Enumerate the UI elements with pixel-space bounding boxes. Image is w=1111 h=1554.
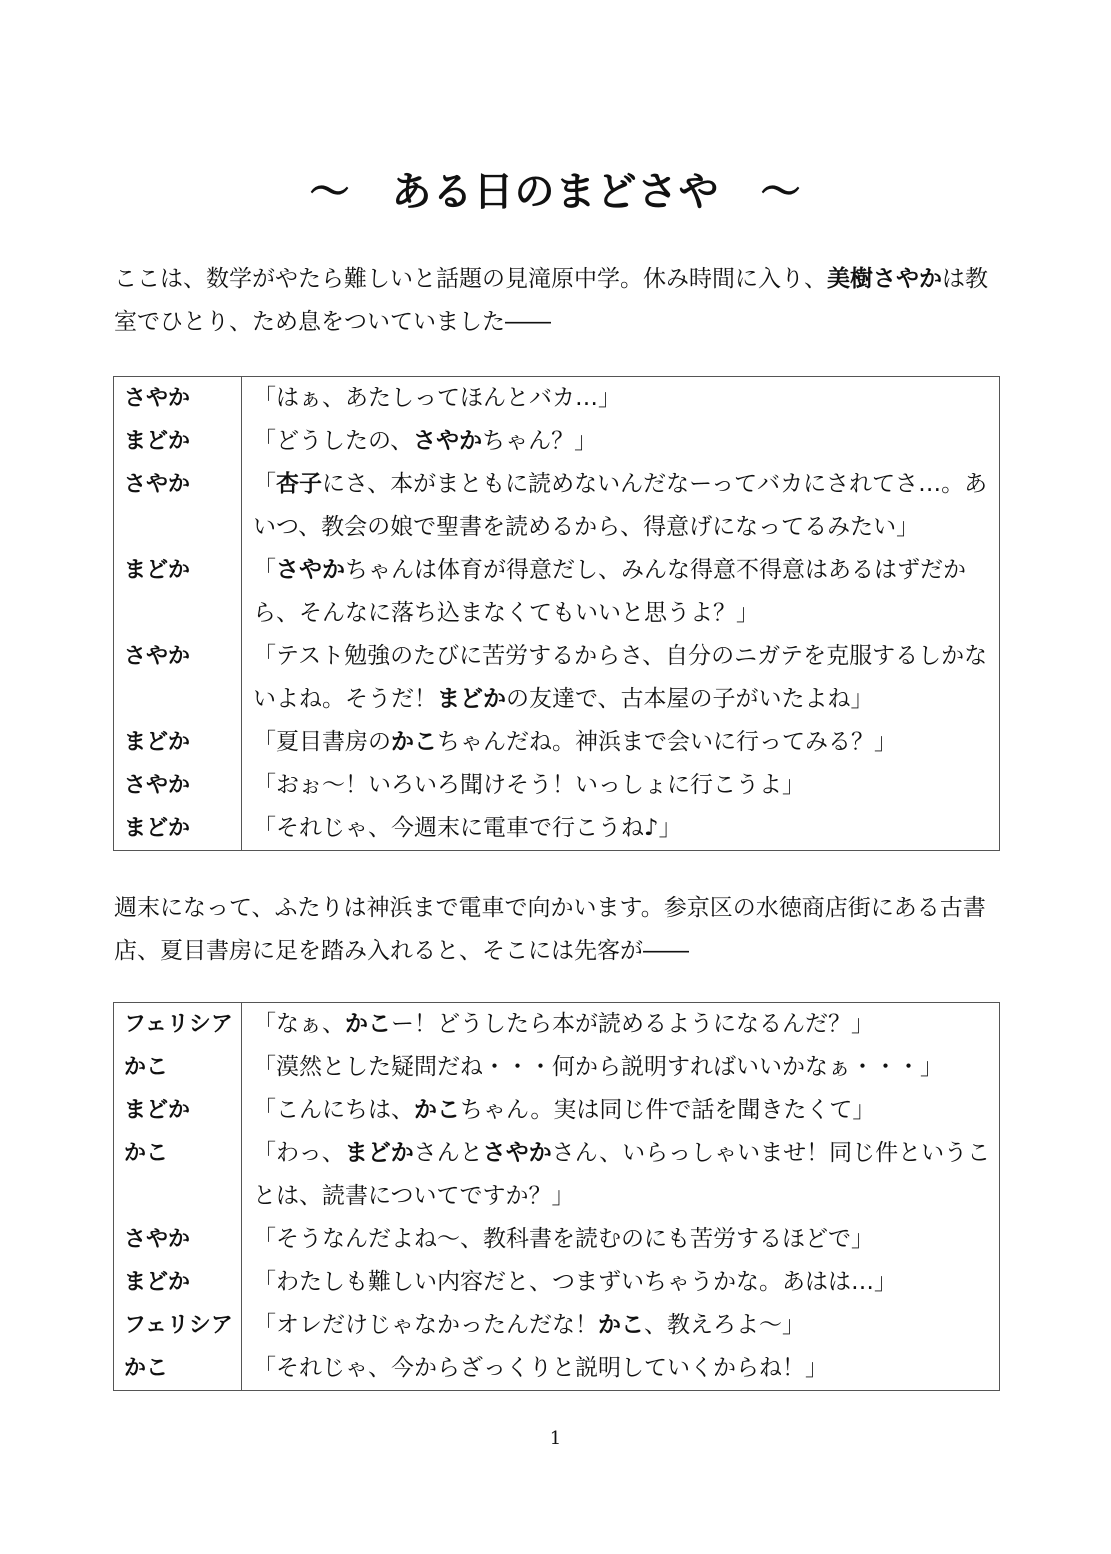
page-title: ～ ある日のまどさや ～	[309, 169, 802, 215]
dialogue-row	[114, 420, 1000, 463]
speaker-name: さやか	[114, 1218, 242, 1261]
dialogue-row	[114, 764, 1000, 807]
dialogue-row	[114, 721, 1000, 764]
dialogue-text: 、教えろよ～」	[644, 1312, 805, 1338]
dialogue-text: 「はぁ、あたしってほんとバカ…」	[253, 385, 621, 411]
character-name-highlight: かこ	[391, 729, 437, 755]
dialogue-text: 「夏目書房の	[253, 729, 391, 755]
dialogue-row	[114, 1046, 1000, 1089]
speaker-name: さやか	[114, 635, 242, 721]
dialogue-text: 「わっ、	[253, 1140, 345, 1166]
dialogue-text: ちゃん？」	[482, 428, 598, 454]
dialogue-text: ちゃんだね。神浜まで会いに行ってみる？」	[437, 729, 897, 755]
dialogue-text: ー！どうしたら本が読めるようになるんだ？」	[391, 1011, 874, 1037]
dialogue-text: 「オレだけじゃなかったんだな！	[253, 1312, 598, 1338]
narration-2: 週末になって、ふたりは神浜まで電車で向かいます。参京区の水徳商店街にある古書店、夏目書房に足を踏み入れると、そこには先客が――	[114, 895, 986, 964]
dialogue-text: 「おぉ～！いろいろ聞けそう！いっしょに行こうよ」	[253, 772, 805, 798]
dialogue-text: 「わたしも難しい内容だと、つまずいちゃうかな。あはは…」	[253, 1269, 897, 1295]
dialogue-text: 「	[253, 557, 276, 583]
dialogue-text: 「それじゃ、今週末に電車で行こうね♪」	[253, 815, 682, 841]
dialogue-line	[242, 549, 1000, 635]
dialogue-row	[114, 1304, 1000, 1347]
dialogue-row	[114, 1218, 1000, 1261]
dialogue-row	[114, 635, 1000, 721]
intro-character-name: 美樹さやか	[827, 266, 942, 292]
character-name-highlight: かこ	[414, 1097, 460, 1123]
dialogue-table-1	[113, 376, 1000, 851]
dialogue-text: 「なぁ、	[253, 1011, 345, 1037]
dialogue-text: 「	[253, 471, 276, 497]
speaker-name: かこ	[114, 1132, 242, 1218]
dialogue-row	[114, 377, 1000, 421]
dialogue-line	[242, 807, 1000, 851]
dialogue-line	[242, 1132, 1000, 1218]
speaker-name: かこ	[114, 1347, 242, 1391]
character-name-highlight: かこ	[345, 1011, 391, 1037]
dialogue-text: の友達で、古本屋の子がいたよね」	[506, 686, 874, 712]
character-name-highlight: さやか	[482, 1140, 552, 1166]
speaker-name: まどか	[114, 1261, 242, 1304]
speaker-name: かこ	[114, 1046, 242, 1089]
dialogue-line	[242, 420, 1000, 463]
page-number: 1	[549, 1428, 562, 1449]
dialogue-text: さん、いらっしゃいませ！同じ件ということは、読書についてですか？」	[253, 1140, 991, 1209]
dialogue-table-2	[113, 1002, 1000, 1391]
dialogue-row	[114, 463, 1000, 549]
dialogue-text: さんと	[413, 1140, 483, 1166]
character-name-highlight: 杏子	[276, 471, 322, 497]
speaker-name: まどか	[114, 420, 242, 463]
dialogue-row	[114, 1261, 1000, 1304]
speaker-name: さやか	[114, 377, 242, 421]
dialogue-row	[114, 807, 1000, 851]
character-name-highlight: さやか	[276, 557, 345, 583]
dialogue-line	[242, 1347, 1000, 1391]
dialogue-line	[242, 721, 1000, 764]
dialogue-row	[114, 1003, 1000, 1047]
dialogue-text: 「それじゃ、今からざっくりと説明していくからね！」	[253, 1355, 828, 1381]
dialogue-line	[242, 1304, 1000, 1347]
dialogue-text: 「そうなんだよね～、教科書を読むのにも苦労するほどで」	[253, 1226, 874, 1252]
speaker-name: まどか	[114, 1089, 242, 1132]
dialogue-line	[242, 1003, 1000, 1047]
speaker-name: フェリシア	[114, 1003, 242, 1047]
intro-text-b: は教室でひとり、ため息をついていました――	[114, 266, 988, 335]
dialogue-text: 「どうしたの、	[253, 428, 414, 454]
dialogue-line	[242, 635, 1000, 721]
dialogue-line	[242, 1089, 1000, 1132]
dialogue-text: ちゃんは体育が得意だし、みんな得意不得意はあるはずだから、そんなに落ち込まなくてもいいと思うよ？」	[253, 557, 966, 626]
dialogue-row	[114, 549, 1000, 635]
character-name-highlight: かこ	[598, 1312, 644, 1338]
speaker-name: まどか	[114, 721, 242, 764]
intro-text-a: ここは、数学がやたら難しいと話題の見滝原中学。休み時間に入り、	[114, 266, 827, 292]
speaker-name: まどか	[114, 549, 242, 635]
dialogue-text: 「こんにちは、	[253, 1097, 414, 1123]
dialogue-row	[114, 1132, 1000, 1218]
dialogue-line	[242, 463, 1000, 549]
dialogue-line	[242, 1046, 1000, 1089]
character-name-highlight: さやか	[413, 428, 483, 454]
dialogue-row	[114, 1347, 1000, 1391]
dialogue-line	[242, 377, 1000, 421]
character-name-highlight: まどか	[344, 1140, 414, 1166]
dialogue-text: 「漠然とした疑問だね・・・何から説明すればいいかなぁ・・・」	[253, 1054, 943, 1080]
dialogue-text: にさ、本がまともに読めないんだなーってバカにされてさ…。あいつ、教会の娘で聖書を読めるから、得意げになってるみたい」	[253, 471, 988, 540]
dialogue-line	[242, 764, 1000, 807]
speaker-name: さやか	[114, 463, 242, 549]
speaker-name: フェリシア	[114, 1304, 242, 1347]
character-name-highlight: まどか	[437, 686, 506, 712]
dialogue-text: 「テスト勉強のたびに苦労するからさ、自分のニガテを克服するしかないよね。そうだ！	[253, 643, 988, 712]
dialogue-line	[242, 1218, 1000, 1261]
dialogue-line	[242, 1261, 1000, 1304]
intro-narration	[114, 258, 1004, 344]
dialogue-row	[114, 1089, 1000, 1132]
speaker-name: まどか	[114, 807, 242, 851]
dialogue-text: ちゃん。実は同じ件で話を聞きたくて」	[460, 1097, 876, 1123]
speaker-name: さやか	[114, 764, 242, 807]
